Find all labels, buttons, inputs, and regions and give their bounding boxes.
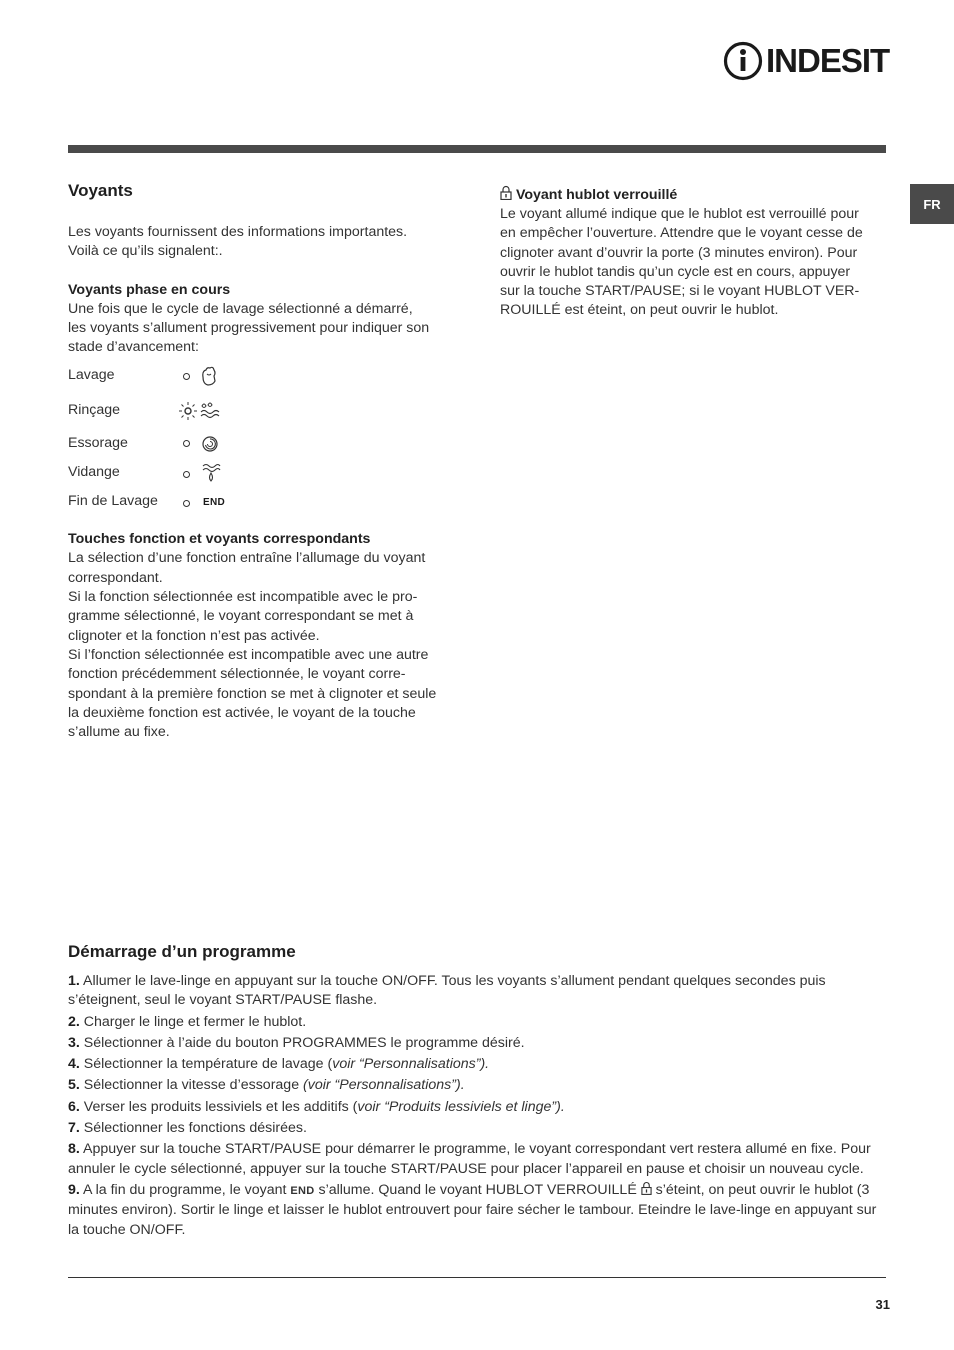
- brand-name: INDESIT: [766, 42, 890, 79]
- step-number: 9.: [68, 1181, 80, 1198]
- header-rule: [68, 145, 886, 153]
- function-keys-line: spondant à la première fonction se met à clignoter et seule: [68, 685, 437, 702]
- function-keys-line: la deuxième fonction est activée, le voyant de la touche: [68, 704, 416, 721]
- step-text: Verser les produits lessiviels et les additifs (: [79, 1098, 358, 1115]
- step-1: [68, 972, 886, 1011]
- logo-i-circle-icon: [722, 38, 764, 84]
- step-3: [68, 1034, 886, 1053]
- indicator-label: Rinçage: [68, 402, 121, 419]
- page-number: 31: [875, 1297, 890, 1312]
- step-number: 7.: [68, 1120, 80, 1137]
- step-text: A la fin du programme, le voyant: [79, 1181, 291, 1198]
- step-6: [68, 1098, 886, 1117]
- voyants-title: Voyants: [68, 181, 133, 200]
- step-number: 5.: [68, 1077, 80, 1094]
- phase-line-3: stade d’avancement:: [68, 339, 199, 356]
- spin-icon: [201, 435, 219, 453]
- step-number: 6.: [68, 1098, 80, 1115]
- function-keys-title: Touches fonction et voyants correspondants: [68, 531, 371, 548]
- step-reference: (voir “Personnalisations”).: [303, 1077, 465, 1094]
- step-text: Charger le linge et fermer le hublot.: [79, 1013, 307, 1030]
- step-2: [68, 1013, 886, 1032]
- step-9: [68, 1181, 886, 1240]
- indicator-row-vidange: [68, 464, 458, 493]
- hublot-section: [500, 185, 885, 321]
- function-keys-line: clignoter et la fonction n’est pas activée.: [68, 627, 320, 644]
- indicator-label: Vidange: [68, 464, 120, 481]
- hublot-line: en empêcher l’ouverture. Attendre que le voyant cesse de: [500, 225, 863, 242]
- indicator-label: Fin de Lavage: [68, 493, 158, 510]
- step-number: 1.: [68, 973, 80, 989]
- step-4: [68, 1055, 886, 1074]
- hublot-title-row: [500, 185, 885, 205]
- rinse-icon: [199, 400, 221, 420]
- indicator-led: [183, 471, 190, 478]
- hublot-line: clignoter avant d’ouvrir la porte (3 minutes environ). Pour: [500, 244, 858, 261]
- step-number: 4.: [68, 1056, 80, 1073]
- indicator-row-rincage: [68, 402, 458, 435]
- blinking-led-icon: [177, 400, 199, 422]
- step-text: s’éteint, on peut ouvrir le hublot (3 minutes environ). Sortir le linge et laisser le hublot entrouvert pour faire sécher le tambour. Eteindre le lave-linge en appuyant sur la touche ON/OFF.: [68, 1181, 877, 1238]
- indicator-list: [68, 367, 458, 522]
- phase-line-1: Une fois que le cycle de lavage sélectionné a démarré,: [68, 300, 413, 317]
- voyants-intro-1: Les voyants fournissent des informations importantes.: [68, 224, 408, 240]
- step-text: Sélectionner à l’aide du bouton PROGRAMMES le programme désiré.: [79, 1034, 525, 1051]
- indicator-led: [183, 373, 190, 380]
- function-keys-line: Si la fonction sélectionnée est incompatible avec le pro-: [68, 589, 418, 606]
- function-keys-line: fonction précédemment sélectionnée, le voyant corre-: [68, 666, 406, 683]
- step-text: Sélectionner la température de lavage (: [79, 1056, 333, 1073]
- function-keys-line: La sélection d’une fonction entraîne l’allumage du voyant: [68, 550, 426, 567]
- function-keys-line: gramme sélectionné, le voyant correspondant se met à: [68, 608, 414, 625]
- demarrage-title: Démarrage d’un programme: [68, 942, 296, 961]
- indicator-led: [183, 500, 190, 507]
- indicator-label: Essorage: [68, 435, 128, 452]
- lock-icon: [500, 185, 512, 200]
- indesit-logo: [722, 38, 888, 84]
- footer-rule: [68, 1277, 886, 1278]
- phase-line-2: les voyants s’allument progressivement pour indiquer son: [68, 319, 430, 336]
- lock-icon: [641, 1181, 652, 1195]
- step-text: Sélectionner la vitesse d’essorage: [79, 1077, 304, 1094]
- voyants-section: [68, 181, 458, 742]
- end-icon: END: [290, 1184, 315, 1197]
- wash-icon: [199, 365, 219, 387]
- hublot-line: ROUILLÉ est éteint, on peut ouvrir le hublot.: [500, 302, 779, 319]
- function-keys-line: s’allume au fixe.: [68, 724, 170, 741]
- step-number: 2.: [68, 1013, 80, 1030]
- hublot-line: ouvrir le hublot tandis qu’un cycle est en cours, appuyer: [500, 263, 851, 280]
- step-reference: voir “Personnalisations”).: [332, 1056, 490, 1073]
- step-text: Allumer le lave-linge en appuyant sur la touche ON/OFF. Tous les voyants s’allument pendant quelques secondes puis s’éteignent, seul le voyant START/PAUSE flashe.: [68, 973, 826, 1009]
- step-8: [68, 1140, 886, 1179]
- drain-icon: [201, 462, 221, 484]
- step-text: Appuyer sur la touche START/PAUSE pour démarrer le programme, le voyant correspondant vert restera allumé en fixe. Pour annuler le cycle sélectionné, appuyer sur la touche START/PAUSE pour placer l’appareil en pause et choisir un nouveau cycle.: [68, 1141, 871, 1177]
- end-icon: END: [203, 497, 226, 509]
- step-number: 3.: [68, 1034, 80, 1051]
- function-keys-line: correspondant.: [68, 569, 163, 586]
- language-tab: FR: [910, 184, 954, 224]
- step-text: s’allume. Quand le voyant HUBLOT VERROUILLÉ: [314, 1181, 641, 1198]
- indicator-row-essorage: [68, 435, 458, 464]
- step-number: 8.: [68, 1141, 80, 1158]
- indicator-row-fin-de-lavage: [68, 493, 458, 522]
- step-text: Sélectionner les fonctions désirées.: [79, 1120, 307, 1137]
- voyants-intro-2: Voilà ce qu’ils signalent:.: [68, 243, 223, 260]
- step-reference: voir “Produits lessiviels et linge”).: [357, 1098, 565, 1115]
- phase-title: Voyants phase en cours: [68, 281, 231, 298]
- demarrage-section: [68, 942, 886, 1242]
- step-5: [68, 1076, 886, 1095]
- hublot-line: sur la touche START/PAUSE; si le voyant HUBLOT VER-: [500, 283, 860, 300]
- hublot-title: Voyant hublot verrouillé: [515, 187, 678, 203]
- indicator-row-lavage: [68, 367, 458, 402]
- indicator-led: [183, 440, 190, 447]
- function-keys-line: Si l’fonction sélectionnée est incompatible avec une autre: [68, 646, 429, 663]
- step-7: [68, 1119, 886, 1138]
- hublot-line: Le voyant allumé indique que le hublot est verrouillé pour: [500, 206, 859, 222]
- indicator-label: Lavage: [68, 367, 115, 384]
